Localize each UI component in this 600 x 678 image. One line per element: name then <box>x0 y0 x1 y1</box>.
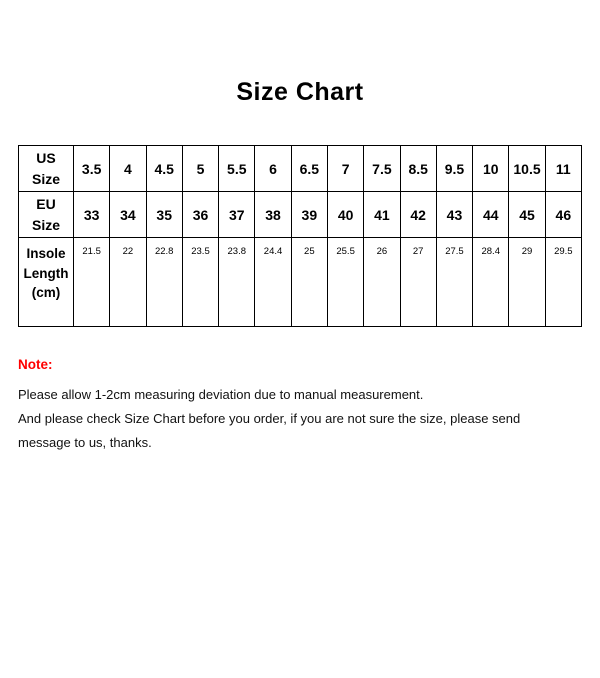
cell-us-7: 7 <box>327 146 363 192</box>
cell-eu-2: 35 <box>146 192 182 238</box>
cell-us-2: 4.5 <box>146 146 182 192</box>
row-header-line: Insole <box>26 246 66 261</box>
note-block <box>18 357 582 455</box>
cell-eu-6: 39 <box>291 192 327 238</box>
cell-insole-1: 22 <box>110 238 146 327</box>
cell-eu-7: 40 <box>327 192 363 238</box>
cell-us-6: 6.5 <box>291 146 327 192</box>
cell-eu-1: 34 <box>110 192 146 238</box>
row-header-line: Length <box>23 265 69 281</box>
cell-insole-5: 24.4 <box>255 238 291 327</box>
size-chart-table-wrapper <box>18 145 582 327</box>
row-header-eu-size <box>19 192 74 238</box>
cell-insole-4: 23.8 <box>219 238 255 327</box>
note-line-1: Please allow 1-2cm measuring deviation due to manual measurement. <box>18 387 424 402</box>
cell-us-5: 6 <box>255 146 291 192</box>
cell-insole-10: 27.5 <box>436 238 472 327</box>
cell-insole-0: 21.5 <box>74 238 110 327</box>
cell-eu-0: 33 <box>74 192 110 238</box>
cell-eu-10: 43 <box>436 192 472 238</box>
cell-us-13: 11 <box>545 146 581 192</box>
cell-us-0: 3.5 <box>74 146 110 192</box>
table-row-eu-size <box>19 192 582 238</box>
cell-us-1: 4 <box>110 146 146 192</box>
size-chart-table <box>18 145 582 327</box>
cell-us-12: 10.5 <box>509 146 545 192</box>
row-header-line: EU <box>36 196 56 213</box>
cell-us-9: 8.5 <box>400 146 436 192</box>
cell-insole-2: 22.8 <box>146 238 182 327</box>
row-header-us-size <box>19 146 74 192</box>
cell-us-4: 5.5 <box>219 146 255 192</box>
cell-insole-11: 28.4 <box>473 238 509 327</box>
page-title: Size Chart <box>236 78 364 106</box>
cell-eu-13: 46 <box>545 192 581 238</box>
row-header-insole-length <box>19 238 74 327</box>
cell-eu-5: 38 <box>255 192 291 238</box>
cell-insole-3: 23.5 <box>182 238 218 327</box>
cell-insole-8: 26 <box>364 238 400 327</box>
cell-eu-8: 41 <box>364 192 400 238</box>
note-line-3: message to us, thanks. <box>18 435 152 451</box>
cell-eu-11: 44 <box>473 192 509 238</box>
cell-us-8: 7.5 <box>364 146 400 192</box>
cell-insole-6: 25 <box>291 238 327 327</box>
row-header-line: US <box>36 150 56 167</box>
row-header-line: Size <box>31 216 60 233</box>
cell-insole-7: 25.5 <box>327 238 363 327</box>
table-row-us-size <box>19 146 582 192</box>
row-header-line: Size <box>31 170 60 187</box>
cell-insole-13: 29.5 <box>545 238 581 327</box>
size-chart-page <box>0 78 600 678</box>
cell-us-10: 9.5 <box>436 146 472 192</box>
row-header-line: (cm) <box>31 285 61 301</box>
cell-insole-9: 27 <box>400 238 436 327</box>
cell-eu-4: 37 <box>219 192 255 238</box>
table-row-insole-length <box>19 238 582 327</box>
cell-us-3: 5 <box>182 146 218 192</box>
note-line-2: And please check Size Chart before you order, if you are not sure the size, please send <box>18 411 521 427</box>
cell-insole-12: 29 <box>509 238 545 327</box>
cell-us-11: 10 <box>473 146 509 192</box>
cell-eu-12: 45 <box>509 192 545 238</box>
cell-eu-3: 36 <box>182 192 218 238</box>
cell-eu-9: 42 <box>400 192 436 238</box>
note-label: Note: <box>18 357 53 372</box>
